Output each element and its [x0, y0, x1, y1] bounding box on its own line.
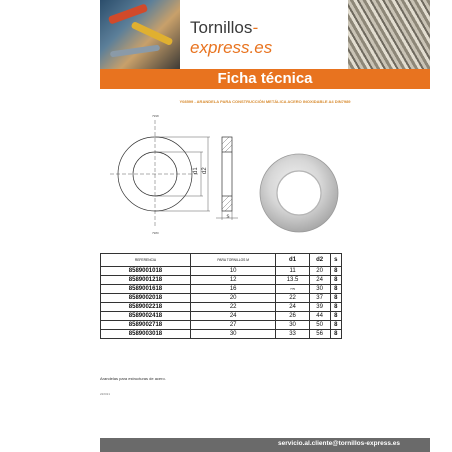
cell-bolt: 20	[190, 294, 276, 303]
cell-bolt: 12	[190, 276, 276, 285]
screws-photo	[348, 0, 430, 69]
washer-photo	[258, 152, 340, 234]
cell-s: 8	[330, 276, 341, 285]
cell-reference: 8589003018	[101, 330, 191, 339]
cell-reference: 8589002018	[101, 294, 191, 303]
mark-bottom: 7980	[152, 231, 159, 235]
col-header-d2: d2	[309, 254, 330, 267]
dim-s-label: s	[226, 214, 230, 220]
dim-d1-label: d1	[193, 167, 199, 174]
cell-s: 8	[330, 330, 341, 339]
col-header-d1: d1	[276, 254, 309, 267]
cell-s: 8	[330, 312, 341, 321]
table-row	[101, 267, 342, 276]
cell-s: 8	[330, 267, 341, 276]
table-row	[101, 303, 342, 312]
cell-d2: 24	[309, 276, 330, 285]
cell-bolt: 10	[190, 267, 276, 276]
mark-top: 7998	[152, 114, 159, 118]
table-note: Arandelas para estructuras de acero.	[100, 376, 166, 381]
cell-bolt: 22	[190, 303, 276, 312]
spec-table	[100, 253, 342, 339]
table-row	[101, 312, 342, 321]
cell-d2: 20	[309, 267, 330, 276]
cell-reference: 8589002218	[101, 303, 191, 312]
footer-bar	[100, 438, 430, 452]
cell-d2: 37	[309, 294, 330, 303]
cell-d1: 22	[276, 294, 309, 303]
cell-d1: 26	[276, 312, 309, 321]
cell-s: 8	[330, 285, 341, 294]
washer-section	[222, 137, 232, 211]
cell-s: 8	[330, 303, 341, 312]
col-header-s: s	[330, 254, 341, 267]
cell-reference: 8589002418	[101, 312, 191, 321]
tools-photo	[100, 0, 180, 69]
logo-main-text: Tornillos	[190, 18, 253, 37]
table-row	[101, 276, 342, 285]
col-header-reference: REFERENCIA	[101, 254, 191, 267]
table-row	[101, 294, 342, 303]
cell-s: 8	[330, 321, 341, 330]
cell-d1: 11	[276, 267, 309, 276]
header	[100, 0, 430, 69]
cell-d1: 30	[276, 321, 309, 330]
product-subtitle: Y08599 - ARANDELA PARA CONSTRUCCIÓN METÁLICA ACERO INOXIDABLE A4 DIN7989	[179, 99, 351, 104]
cell-bolt: 24	[190, 312, 276, 321]
brand-logo	[190, 18, 340, 58]
cell-reference: 8589001618	[101, 285, 191, 294]
cell-bolt: 16	[190, 285, 276, 294]
table-row	[101, 321, 342, 330]
cell-d1: ??5	[276, 285, 309, 294]
dim-d2-label: d2	[202, 167, 208, 174]
cell-d2: 44	[309, 312, 330, 321]
cell-bolt: 27	[190, 321, 276, 330]
table-row	[101, 285, 342, 294]
document-code: 22/0/21	[100, 392, 111, 396]
cell-d1: 24	[276, 303, 309, 312]
cell-d2: 30	[309, 285, 330, 294]
cell-bolt: 30	[190, 330, 276, 339]
cell-s: 8	[330, 294, 341, 303]
cell-d2: 56	[309, 330, 330, 339]
col-header-bolt: PARA TORNILLOS M	[190, 254, 276, 267]
cell-reference: 8589001218	[101, 276, 191, 285]
logo-accent-text: -express.es	[190, 18, 273, 57]
cell-d1: 13.5	[276, 276, 309, 285]
cell-reference: 8589001018	[101, 267, 191, 276]
table-row	[101, 330, 342, 339]
cell-d2: 39	[309, 303, 330, 312]
cell-d2: 50	[309, 321, 330, 330]
sheet-title: Ficha técnica	[100, 69, 430, 89]
customer-service-email[interactable]: servicio.al.cliente@tornillos-express.es	[278, 440, 400, 447]
table-header-row	[101, 254, 342, 267]
cell-reference: 8589002718	[101, 321, 191, 330]
cell-d1: 33	[276, 330, 309, 339]
